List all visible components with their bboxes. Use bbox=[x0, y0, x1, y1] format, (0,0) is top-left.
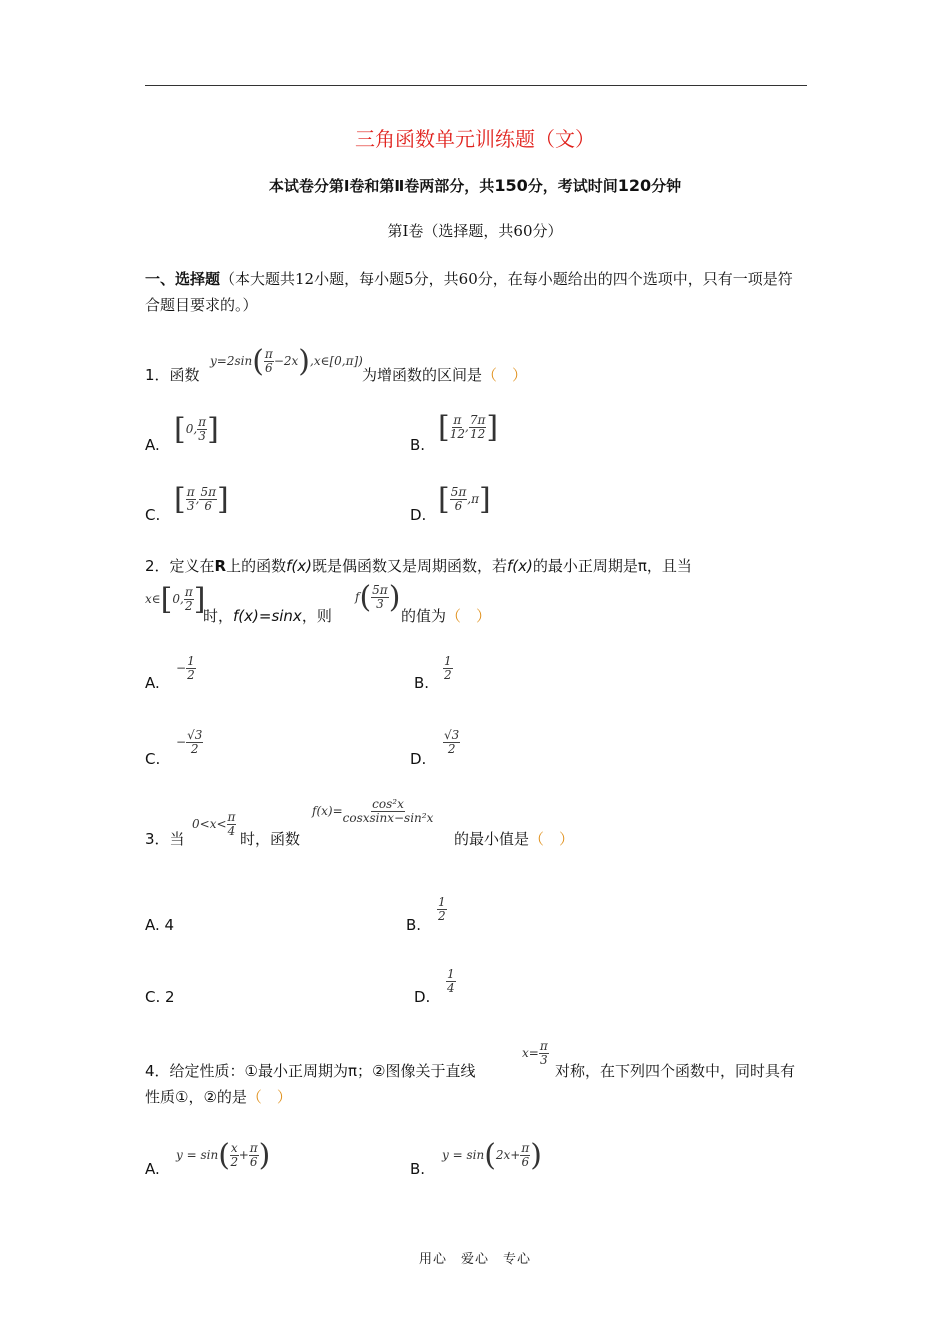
q3-stem-tail bbox=[454, 828, 574, 849]
q1-option-c[interactable] bbox=[145, 506, 160, 524]
q2-condition: x∈[0, $\frac{\pi}{2}$ ] bbox=[145, 582, 206, 617]
option-label: B. bbox=[414, 674, 430, 692]
q1-option-c-math: [ $\frac{\pi}{3}$ , $\frac{5\pi}{6}$ ] bbox=[174, 482, 229, 517]
option-label: C. bbox=[145, 750, 161, 768]
option-label: B. bbox=[406, 916, 422, 934]
answer-paren: （ ） bbox=[246, 1088, 292, 1106]
q1-option-a[interactable] bbox=[145, 436, 160, 454]
q1-option-d[interactable] bbox=[410, 506, 426, 524]
option-value: 4 bbox=[164, 916, 175, 934]
q2-option-c[interactable] bbox=[145, 750, 160, 768]
q2-text: 2．定义在 bbox=[145, 557, 215, 575]
option-label: D. bbox=[410, 750, 427, 768]
q1-option-b[interactable] bbox=[410, 436, 425, 454]
option-label: A. bbox=[145, 436, 160, 454]
q1-tail-text: 为增函数的区间是 bbox=[362, 366, 483, 384]
q4-option-a-math: y = sin( $\frac{x}{2}$ + $\frac{\pi}{6}$ ) bbox=[176, 1138, 271, 1173]
q2-stem-line1 bbox=[145, 555, 692, 576]
option-value: 2 bbox=[165, 988, 175, 1006]
header-rule bbox=[145, 85, 807, 86]
q3-option-b-math: $\frac{1}{2}$ bbox=[438, 895, 446, 923]
option-label: A. bbox=[145, 674, 160, 692]
q2-stem-line2 bbox=[203, 605, 332, 626]
option-label: A. bbox=[145, 1160, 160, 1178]
q4-line: x= $\frac{\pi}{3}$ bbox=[522, 1039, 548, 1067]
function-definition: f(x)=sinx bbox=[233, 607, 302, 625]
q2-text: 的最小正周期是π，且当 bbox=[532, 557, 692, 575]
part-heading: 第Ⅰ卷（选择题，共60分） bbox=[387, 222, 563, 240]
q2-option-d[interactable] bbox=[410, 750, 426, 768]
answer-paren: （ ） bbox=[529, 830, 575, 848]
q1-stem bbox=[145, 364, 200, 385]
option-label: A. bbox=[145, 916, 160, 934]
q4-text: 对称，在下列四个函数中，同时具有性质①，②的是 bbox=[145, 1062, 796, 1106]
option-label: C. bbox=[145, 988, 161, 1006]
q1-option-d-math: [ $\frac{5\pi}{6}$ ,π] bbox=[438, 482, 491, 517]
q3-condition: 0<x< $\frac{\pi}{4}$ bbox=[192, 810, 236, 838]
q1-option-a-math: [0, $\frac{\pi}{3}$ ] bbox=[174, 412, 219, 447]
q3-stem bbox=[145, 828, 185, 849]
q4-stem-line2 bbox=[145, 1058, 807, 1110]
option-label: D. bbox=[414, 988, 431, 1006]
subtitle-text: 本试卷分第Ⅰ卷和第Ⅱ卷两部分，共 bbox=[268, 177, 495, 195]
q3-option-d-math: $\frac{1}{4}$ bbox=[447, 967, 455, 995]
section-instruction bbox=[145, 266, 807, 318]
q1-tail bbox=[362, 364, 527, 385]
q3-option-b[interactable] bbox=[406, 916, 421, 934]
q2-option-d-math: $\frac{√3}{2}$ bbox=[444, 728, 460, 756]
q3-option-a[interactable] bbox=[145, 916, 174, 934]
subtitle-text: 分钟 bbox=[651, 177, 682, 195]
q3-text: 时，函数 bbox=[240, 830, 301, 848]
function-symbol: f(x) bbox=[507, 557, 533, 575]
page-title: 三角函数单元训练题（文） bbox=[355, 127, 595, 151]
q2-option-c-math: − $\frac{√3}{2}$ bbox=[176, 728, 203, 756]
q2-text: 时， bbox=[203, 607, 234, 625]
q2-option-b[interactable] bbox=[414, 674, 429, 692]
q3-text: 3．当 bbox=[145, 830, 185, 848]
option-label: D. bbox=[410, 506, 427, 524]
option-label: C. bbox=[145, 506, 161, 524]
section-heading: 一、选择题 bbox=[145, 270, 221, 288]
q2-eval: f( $\frac{5\pi}{3}$ ) bbox=[355, 580, 401, 615]
total-score: 150 bbox=[494, 176, 528, 195]
q4-text: 4．给定性质：①最小正周期为π；②图像关于直线 bbox=[145, 1062, 476, 1080]
q1-formula: y=2sin( $\frac{\pi}{6}$ −2x),x∈[0,π]) bbox=[210, 344, 363, 379]
q2-stem-tail bbox=[401, 605, 491, 626]
q4-option-b-math: y = sin(2x+ $\frac{\pi}{6}$ ) bbox=[442, 1138, 542, 1173]
q2-option-a[interactable] bbox=[145, 674, 160, 692]
function-symbol: f(x) bbox=[286, 557, 312, 575]
q2-text: 的值为 bbox=[401, 607, 447, 625]
answer-paren: （ ） bbox=[482, 366, 528, 384]
real-set: R bbox=[214, 557, 227, 575]
q3-formula: f(x)= $\frac{\text{cos²x}}{\text{cosxsinx−sin²x}}$ bbox=[312, 797, 434, 825]
answer-paren: （ ） bbox=[446, 607, 492, 625]
page-footer: 用心 爱心 专心 bbox=[418, 1252, 531, 1267]
subtitle-text: 分，考试时间 bbox=[527, 177, 618, 195]
q1-number: 1．函数 bbox=[145, 366, 200, 384]
option-label: B. bbox=[410, 1160, 426, 1178]
instruction-text: （本大题共12小题，每小题5分，共60分，在每小题给出的四个选项中，只有一项是符合题目要求的。） bbox=[145, 270, 793, 314]
q2-option-a-math: − $\frac{1}{2}$ bbox=[176, 654, 195, 682]
q1-option-b-math: [ $\frac{\pi}{12}$ , $\frac{7\pi}{12}$ ] bbox=[438, 410, 499, 445]
exam-subtitle bbox=[0, 175, 950, 196]
q2-text: 既是偶函数又是周期函数，若 bbox=[312, 557, 508, 575]
exam-time: 120 bbox=[617, 176, 652, 195]
q2-text: ，则 bbox=[301, 607, 332, 625]
q4-option-b[interactable] bbox=[410, 1160, 425, 1178]
q3-text: 的最小值是 bbox=[454, 830, 530, 848]
q4-option-a[interactable] bbox=[145, 1160, 160, 1178]
q3-option-c[interactable] bbox=[145, 988, 175, 1006]
q2-option-b-math: $\frac{1}{2}$ bbox=[444, 654, 452, 682]
q3-option-d[interactable] bbox=[414, 988, 430, 1006]
q2-text: 上的函数 bbox=[226, 557, 287, 575]
option-label: B. bbox=[410, 436, 426, 454]
q3-stem-mid bbox=[240, 828, 300, 849]
